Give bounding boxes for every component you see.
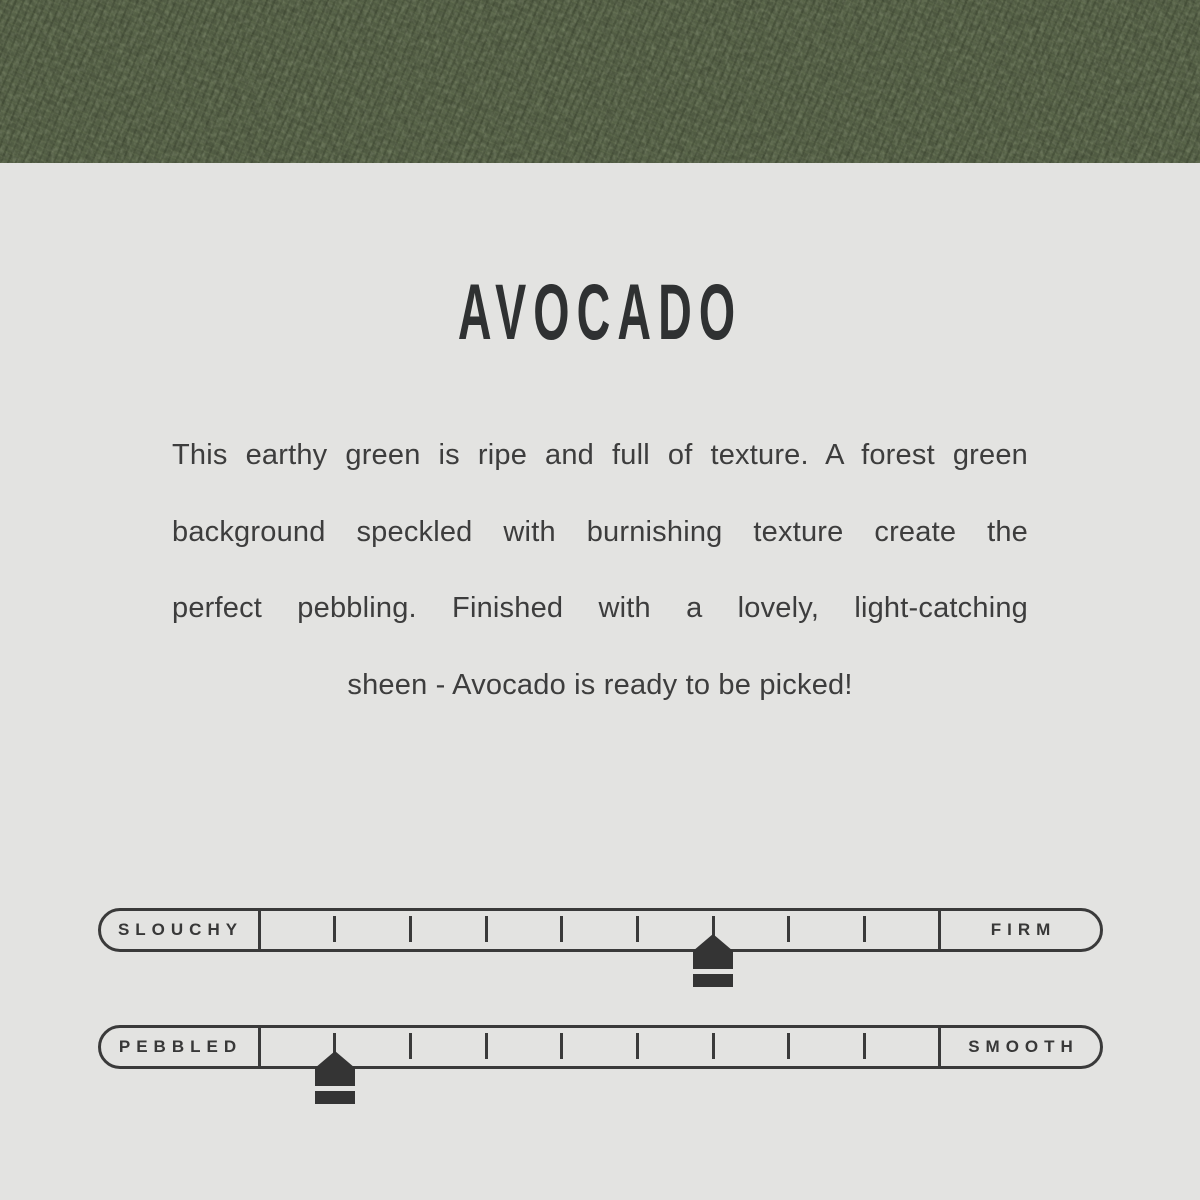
color-name-title: AVOCADO [457,267,743,356]
scale-left-label: PEBBLED [118,1037,243,1056]
tick-mark [787,1033,790,1059]
drape-scale [98,908,1103,952]
tick-mark [409,916,412,942]
tick-mark [485,916,488,942]
leather-swatch-image [0,0,1200,163]
tick-mark [636,916,639,942]
color-description [172,417,1028,723]
description-line: sheen - Avocado is ready to be picked! [347,668,853,701]
description-line: perfect pebbling. Finished with a lovely, light-catching [172,592,1028,624]
scale-left-label: SLOUCHY [117,920,244,939]
tick-mark [560,916,563,942]
tick-mark [485,1033,488,1059]
tick-mark [787,916,790,942]
tick-mark [863,916,866,942]
tick-mark [409,1033,412,1059]
scale-right-label: SMOOTH [968,1037,1079,1056]
tick-mark [712,1033,715,1059]
scale-right-label: FIRM [990,920,1057,939]
tick-mark [636,1033,639,1059]
tick-mark [333,916,336,942]
scale-marker [315,1051,355,1104]
tick-mark [863,1033,866,1059]
weave-overlay [0,0,1200,163]
tick-mark [560,1033,563,1059]
description-line: background speckled with burnishing texture create the [172,515,1028,548]
scale-marker [693,934,733,987]
grain-scale [98,1025,1103,1069]
description-line: This earthy green is ripe and full of texture. A forest green [172,439,1028,471]
